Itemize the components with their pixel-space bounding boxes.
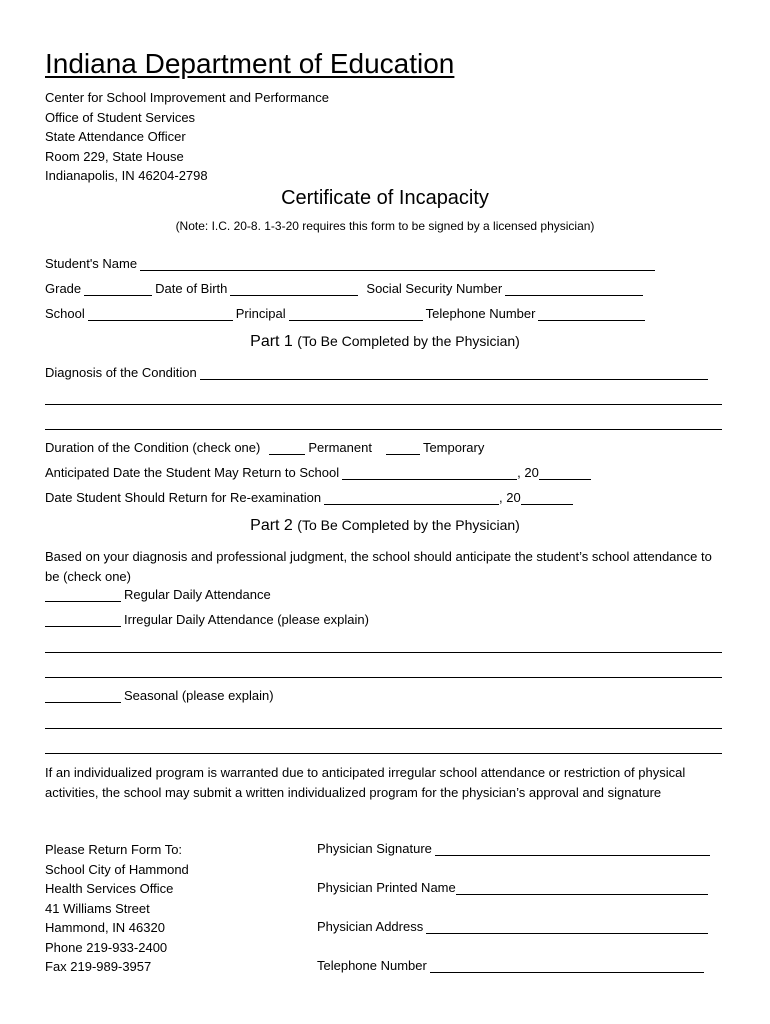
irregular-row: [45, 612, 369, 627]
diagnosis-line[interactable]: [45, 404, 722, 405]
reexam-date-label: Date Student Should Return for Re-examination: [45, 490, 322, 505]
physician-signature-field[interactable]: [435, 842, 710, 856]
principal-label: Principal: [235, 306, 286, 321]
return-line: Please Return Form To:: [45, 842, 183, 857]
return-year-prefix: , 20: [517, 465, 539, 480]
reexam-date-field[interactable]: [324, 491, 499, 505]
physician-name-label: Physician Printed Name: [317, 880, 456, 895]
dob-label: Date of Birth: [155, 281, 228, 296]
part1-heading: [0, 333, 770, 351]
physician-address-row: [317, 919, 711, 934]
dob-field[interactable]: [230, 282, 358, 296]
physician-address-field[interactable]: [426, 920, 708, 934]
part1-subtitle: (To Be Completed by the Physician): [297, 333, 520, 349]
physician-name-row: [317, 880, 711, 895]
grade-field[interactable]: [84, 282, 152, 296]
reexam-year-field[interactable]: [521, 491, 573, 505]
diagnosis-label: Diagnosis of the Condition: [45, 365, 197, 380]
school-field[interactable]: [88, 307, 233, 321]
grade-row: [45, 281, 646, 296]
return-line: Health Services Office: [45, 881, 174, 896]
form-title: Certificate of Incapacity: [281, 187, 489, 209]
irregular-check[interactable]: [45, 613, 121, 627]
temporary-label: Temporary: [422, 440, 485, 455]
part2-heading: [0, 517, 770, 535]
ssn-field[interactable]: [505, 282, 643, 296]
physician-name-field[interactable]: [456, 881, 708, 895]
physician-phone-label: Telephone Number: [317, 958, 427, 973]
reexam-year-prefix: , 20: [499, 490, 521, 505]
address-line: Indianapolis, IN 46204-2798: [45, 168, 208, 183]
return-line: School City of Hammond: [45, 861, 189, 877]
page-title: Indiana Department of Education: [45, 48, 455, 79]
physician-phone-field[interactable]: [430, 959, 704, 973]
telephone-label: Telephone Number: [425, 306, 536, 321]
duration-label: Duration of the Condition (check one): [45, 440, 261, 455]
return-line: Hammond, IN 46320: [45, 920, 165, 935]
school-label: School: [45, 306, 85, 321]
physician-address-label: Physician Address: [317, 919, 424, 934]
seasonal-check[interactable]: [45, 689, 121, 703]
irregular-explain-line[interactable]: [45, 677, 722, 678]
physician-phone-row: [317, 958, 707, 973]
irregular-label: Irregular Daily Attendance (please explain): [124, 612, 369, 627]
ssn-label: Social Security Number: [366, 281, 503, 296]
irregular-explain-line[interactable]: [45, 652, 722, 653]
diagnosis-field[interactable]: [200, 366, 708, 380]
return-year-field[interactable]: [539, 466, 591, 480]
regular-check[interactable]: [45, 588, 121, 602]
return-address: [45, 840, 189, 977]
temporary-check[interactable]: [386, 441, 420, 455]
grade-label: Grade: [45, 281, 82, 296]
telephone-field[interactable]: [538, 307, 645, 321]
program-note: If an individualized program is warranted due to anticipated irregular school attendance or restriction of physical activities, the school may submit a written individualized program for the physician’s approval and signature: [45, 765, 686, 800]
regular-label: Regular Daily Attendance: [124, 587, 271, 602]
return-line: 41 Williams Street: [45, 900, 150, 916]
diagnosis-line[interactable]: [45, 429, 722, 430]
permanent-check[interactable]: [269, 441, 305, 455]
physician-signature-row: [317, 841, 713, 856]
seasonal-explain-line[interactable]: [45, 753, 722, 754]
school-row: [45, 306, 648, 321]
diagnosis-row: [45, 365, 711, 380]
agency-address: [45, 88, 329, 186]
student-name-row: [45, 256, 658, 271]
return-date-label: Anticipated Date the Student May Return to School: [45, 465, 340, 480]
regular-row: [45, 587, 271, 602]
address-line: Office of Student Services: [45, 109, 196, 125]
reexam-date-row: [45, 490, 576, 505]
principal-field[interactable]: [289, 307, 423, 321]
address-line: State Attendance Officer: [45, 129, 186, 144]
physician-signature-label: Physician Signature: [317, 841, 432, 856]
return-line: Phone 219-933-2400: [45, 939, 168, 955]
student-name-field[interactable]: [140, 257, 655, 271]
form-note: (Note: I.C. 20-8. 1-3-20 requires this form to be signed by a licensed physician): [175, 219, 595, 233]
part2-title: Part 2: [250, 517, 293, 534]
seasonal-explain-line[interactable]: [45, 728, 722, 729]
seasonal-label: Seasonal (please explain): [124, 688, 274, 703]
seasonal-row: [45, 688, 274, 703]
return-date-field[interactable]: [342, 466, 517, 480]
address-line: Center for School Improvement and Performance: [45, 90, 329, 105]
permanent-label: Permanent: [308, 440, 372, 455]
part2-subtitle: (To Be Completed by the Physician): [297, 517, 520, 533]
part1-title: Part 1: [250, 333, 293, 350]
attendance-intro: Based on your diagnosis and professional judgment, the school should anticipate the student’s school attendance to be (check one): [45, 549, 712, 584]
student-name-label: Student's Name: [45, 256, 138, 271]
duration-row: [45, 440, 484, 455]
return-line: Fax 219-989-3957: [45, 959, 152, 974]
address-line: Room 229, State House: [45, 148, 184, 164]
return-date-row: [45, 465, 594, 480]
